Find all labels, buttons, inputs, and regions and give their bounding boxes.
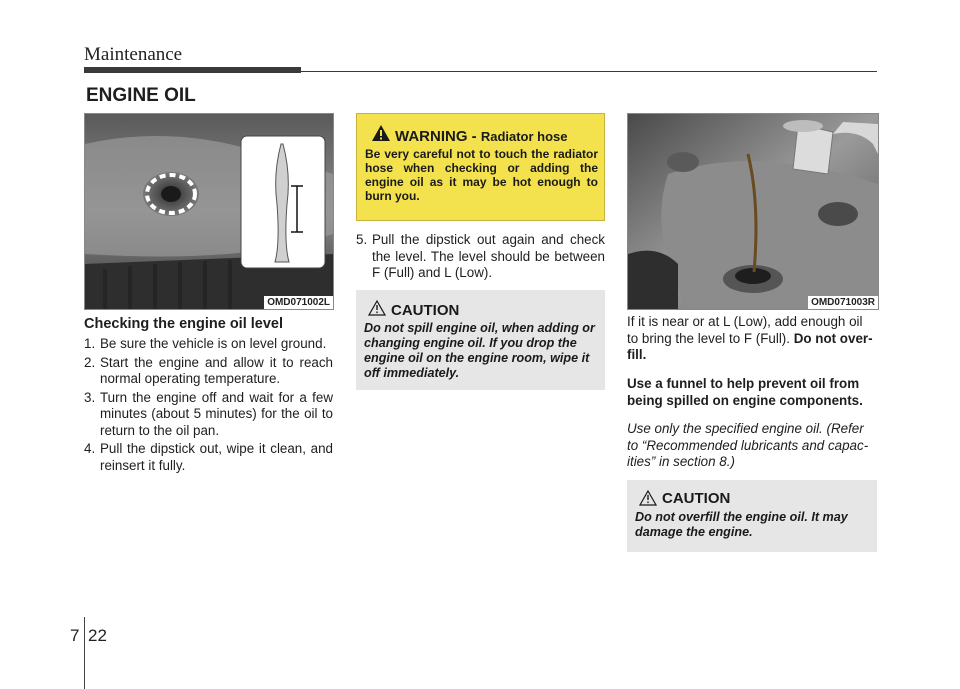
right-paragraph-2 [627,376,877,409]
oil-fill-photo [627,113,879,310]
step-number: 5. [356,232,368,247]
paragraph-bold: Do not over-fill. [627,330,873,362]
caution-triangle-icon [368,300,386,316]
footer-divider [84,617,85,689]
step-text: Pull the dipstick out, wipe it clean, and reinsert it fully. [100,441,333,473]
step-number: 4. [84,441,96,456]
caution-triangle-icon [639,490,657,506]
running-header: Maintenance [84,44,183,65]
step-number: 1. [84,336,96,351]
caution-box-1 [356,290,605,390]
step-text: Turn the engine off and wait for a few minutes (about 5 minutes) for the oil to return to the oil pan. [100,389,333,438]
warning-box [356,113,605,221]
chapter-number: 7 [70,626,80,645]
oil-fill-illustration [628,114,878,309]
paragraph-text: Use only the specified engine oil. (Refer to “Recommended lubricants and capac-ities” in section 8.) [627,421,869,469]
warning-heading [395,128,568,145]
step-number: 2. [84,354,96,370]
photo-caption-left: OMD071002L [264,296,333,309]
caution-box-2 [627,480,877,552]
step-text: Be sure the vehicle is on level ground. [100,336,327,351]
dipstick-photo [84,113,334,310]
list-item [84,390,333,440]
warning-sublabel: Radiator hose [480,129,568,144]
warning-text: Be very careful not to touch the radiator hose when checking or adding the engine oil as it may be hot enough to burn you. [365,147,598,203]
page-number: 22 [88,626,107,645]
header-rule-thick [84,67,301,73]
step-text: Start the engine and allow it to reach normal operating temperature. [100,354,333,386]
caution-heading: CAUTION [662,490,731,507]
warning-triangle-icon [371,124,391,142]
checking-steps [84,336,333,476]
right-paragraph-1 [627,314,877,364]
list-item [84,355,333,388]
paragraph-text: Use a funnel to help prevent oil from being spilled on engine components. [627,376,863,408]
step-5 [356,232,605,282]
warning-label: WARNING - [395,128,481,145]
list-item [84,441,333,474]
caution-text: Do not overfill the engine oil. It may damage the engine. [635,510,848,539]
step-number: 3. [84,389,96,405]
checking-heading: Checking the engine oil level [84,316,284,332]
header-rule-thin [301,71,877,72]
engine-photo-illustration [85,114,333,309]
caution-text: Do not spill engine oil, when adding or changing engine oil. If you drop the engine oil on the engine room, wipe it off immediately. [364,321,595,380]
photo-caption-right: OMD071003R [808,296,878,309]
section-title: ENGINE OIL [86,85,196,106]
right-paragraph-3 [627,421,877,471]
paragraph-text: If it is near or at L (Low), add enough oil to bring the level to F (Full). [627,314,863,346]
list-item [84,336,333,353]
caution-heading: CAUTION [391,302,460,319]
step-text: Pull the dipstick out again and check the level. The level should be between F (Full) and L (Low). [372,232,605,280]
